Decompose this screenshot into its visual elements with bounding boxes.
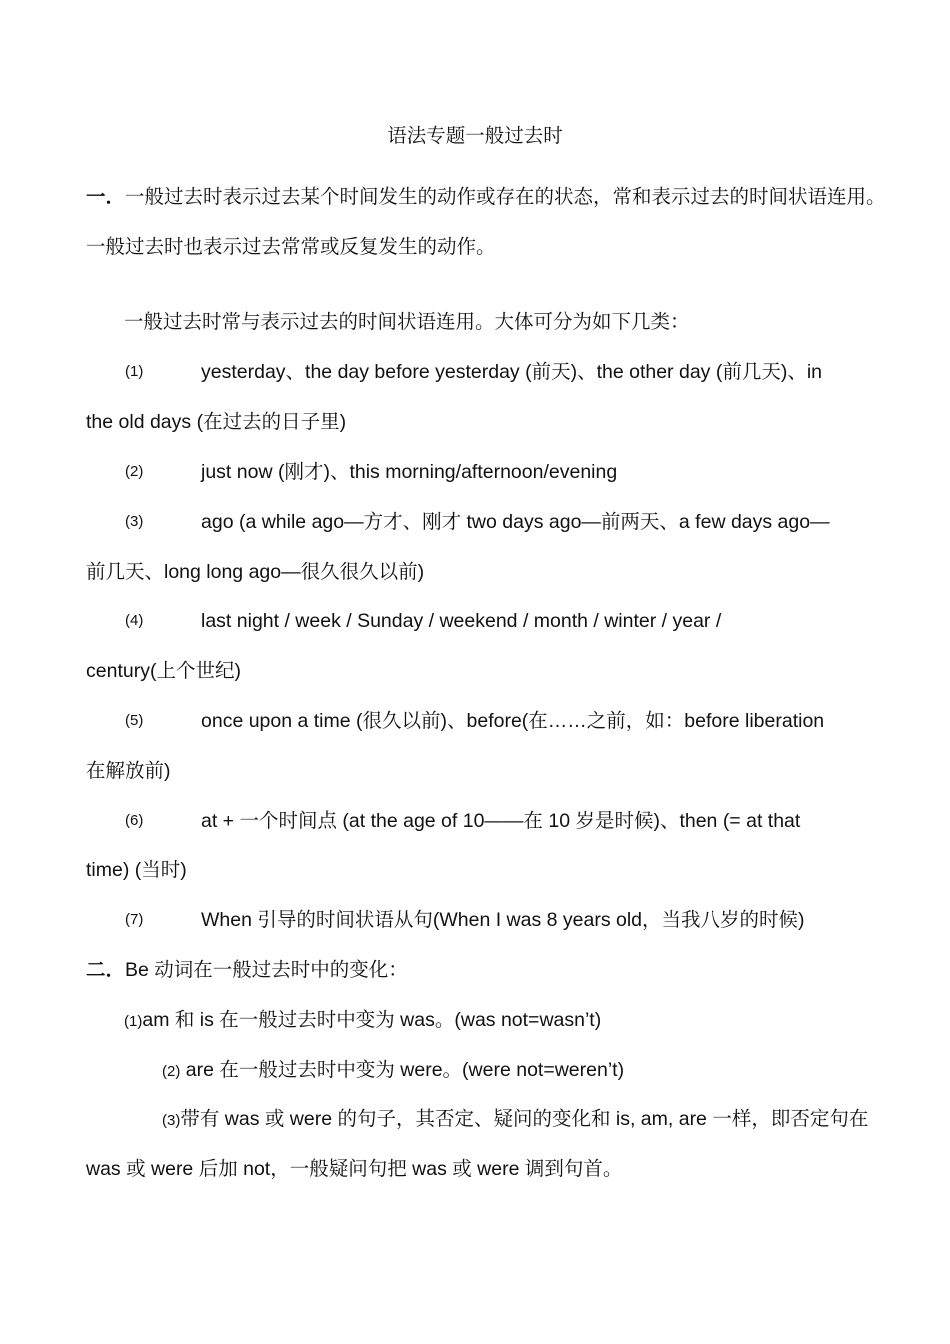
intro-paragraph: 一般过去时常与表示过去的时间状语连用。大体可分为如下几类： xyxy=(124,311,690,333)
section2-marker: 二． xyxy=(86,959,126,981)
point-number: (1) xyxy=(124,1013,143,1030)
section1-line2: 一般过去时也表示过去常常或反复发生的动作。 xyxy=(86,236,496,258)
section1-marker: 一． xyxy=(86,186,126,208)
item-text: yesterday、the day before yesterday (前天)、the other day (前几天)、in xyxy=(201,361,822,383)
item-number: (1) xyxy=(125,363,144,380)
section2-heading: Be 动词在一般过去时中的变化： xyxy=(125,959,408,981)
item-number: (2) xyxy=(125,463,144,480)
section1-line1 xyxy=(86,183,886,211)
item-continuation: century(上个世纪) xyxy=(86,660,241,682)
item-number: (5) xyxy=(125,712,144,729)
section2-heading-line xyxy=(86,956,408,984)
item-text: at + 一个时间点 (at the age of 10——在 10 岁是时候)、then (= at that xyxy=(201,810,801,832)
item-continuation: time) (当时) xyxy=(86,859,187,881)
be-point-3-continuation: was 或 were 后加 not，一般疑问句把 was 或 were 调到句首。 xyxy=(86,1158,623,1180)
be-point-3 xyxy=(162,1105,868,1135)
point-number: (3) xyxy=(162,1112,181,1129)
item-continuation: 在解放前) xyxy=(86,760,171,782)
point-text: are 在一般过去时中变为 were。(were not=weren’t) xyxy=(180,1059,625,1081)
page-title: 语法专题一般过去时 xyxy=(387,124,563,147)
item-continuation: the old days (在过去的日子里) xyxy=(86,411,347,433)
be-point-1 xyxy=(124,1006,601,1036)
item-number: (4) xyxy=(125,612,144,629)
section1-text1: 一般过去时表示过去某个时间发生的动作或存在的状态，常和表示过去的时间状语连用。 xyxy=(125,186,886,208)
item-number: (7) xyxy=(125,911,144,928)
item-number: (6) xyxy=(125,812,144,829)
item-text: just now (刚才)、this morning/afternoon/evening xyxy=(201,461,618,483)
point-text: 带有 was 或 were 的句子，其否定、疑问的变化和 is, am, are 一样，即否定句在 xyxy=(180,1108,869,1130)
item-text: once upon a time (很久以前)、before(在……之前，如：before liberation xyxy=(201,710,825,732)
item-continuation: 前几天、long long ago—很久很久以前) xyxy=(86,561,425,583)
item-text: ago (a while ago—方才、刚才 two days ago—前两天、a few days ago— xyxy=(201,511,830,533)
item-text: When 引导的时间状语从句(When I was 8 years old，当我八岁的时候) xyxy=(201,909,805,931)
point-text: am 和 is 在一般过去时中变为 was。(was not=wasn’t) xyxy=(142,1009,602,1031)
be-point-2 xyxy=(162,1056,624,1086)
item-text: last night / week / Sunday / weekend / month / winter / year / xyxy=(201,610,722,632)
item-number: (3) xyxy=(125,513,144,530)
point-number: (2) xyxy=(162,1063,181,1080)
